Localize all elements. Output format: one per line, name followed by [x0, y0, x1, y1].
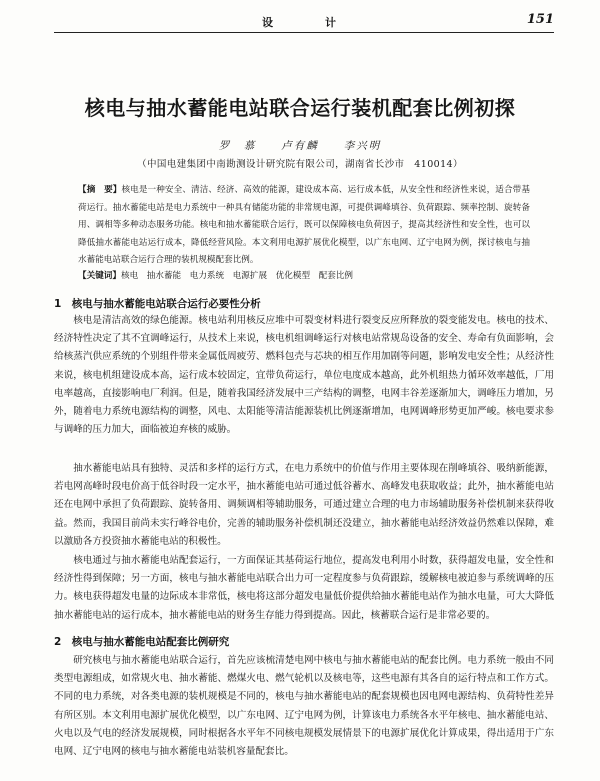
header-page-number: 151 [526, 12, 554, 27]
section-1-heading: 1 核电与抽水蓄能电站联合运行必要性分析 [54, 298, 261, 310]
author-affiliation: （中国电建集团中南勘测设计研究院有限公司，湖南省长沙市 410014） [137, 159, 463, 170]
keywords-block [78, 268, 530, 286]
running-header [54, 10, 554, 33]
section-1-paragraph: 核电是清洁高效的绿色能源。核电站利用核反应堆中可裂变材料进行裂变反应所释放的裂变能发电。核电的技术、经济特性决定了其不宜调峰运行，从技术上来说，核电机组调峰运行对核电站常规岛设备的安全、寿命有负面影响，会给核蒸汽供应系统的个别组件带来金属低周疲劳、燃料包壳与芯块的相互作用加剧等问题，影响发电安全性；从经济性来说，核电机组建设成本高，运行成本较固定，宜带负荷运行，单位电度成本越高，此外机组热力循环效率越低，厂用电率越高，直接影响电厂利润。但是，随着我国经济发展中三产结构的调整，电网丰谷差逐渐加大，调峰压力增加，另外，随着电力系统电源结构的调整，风电、太阳能等清洁能源装机比例逐渐增加，电网调峰形势更加严峻。核电要求参与调峰的压力加大，面临被迫弃核的威胁。 [54, 315, 554, 436]
abstract-label: 【摘 要】 [78, 185, 122, 195]
abstract-block [78, 182, 530, 270]
section-2-heading: 2 核电与抽水蓄能电站配套比例研究 [54, 636, 230, 648]
section-1-paragraph: 核电通过与抽水蓄能电站配套运行，一方面保证其基荷运行地位，提高发电利用小时数，获得超发电量，安全性和经济性得到保障；另一方面，核电与抽水蓄能电站联合出力可一定程度参与负荷跟踪，缓解核电被迫参与系统调峰的压力。核电获得超发电量的边际成本非常低，核电将这部分超发电量低价提供给抽水蓄能电站作为抽水电量，可大大降低抽水蓄能电站的运行成本，抽水蓄能电站的财务生存能力得到提高。因此，核蓄联合运行是非常必要的。 [54, 555, 554, 621]
section-2-paragraph: 研究核电与抽水蓄能电站联合运行，首先应该梳清楚电网中核电与抽水蓄能电站的配套比例。电力系统一般由不同类型电源组成，如常规火电、抽水蓄能、燃煤火电、燃气轮机以及核电等，这些电源有其各自的运行特点和工作方式。不同的电力系统，对各类电源的装机规模是不同的，核电与抽水蓄能电站的配套规模也因电网电源结构、负荷特性差异有所区别。本文利用电源扩展优化模型，以广东电网、辽宁电网为例，计算该电力系统各水平年核电、抽水蓄能电站、火电以及气电的经济发展规模，同时根据各水平年不同核电规模发展情景下的电源扩展优化计算成果，得出适用于广东电网、辽宁电网的核电与抽水蓄能电站装机容量配套比。 [54, 655, 554, 758]
author-list: 罗 慕 卢有麟 李兴明 [218, 140, 382, 152]
header-section-name: 设 计 [262, 16, 346, 29]
keywords-text: 核电 抽水蓄能 电力系统 电源扩展 优化模型 配套比例 [120, 271, 354, 281]
keywords-label: 【关键词】 [78, 271, 121, 281]
section-1-paragraph: 抽水蓄能电站具有独特、灵活和多样的运行方式，在电力系统中的价值与作用主要体现在削峰填谷、吸纳新能源，若电网高峰时段电价高于低谷时段一定水平，抽水蓄能电站可通过低谷蓄水、高峰发电获取收益；此外，抽水蓄能电站还在电网中承担了负荷跟踪、旋转备用、调频调相等辅助服务，可通过建立合理的电力市场辅助服务补偿机制来获得收益。然而，我国目前尚未实行峰谷电价，完善的辅助服务补偿机制还没建立，抽水蓄能电站经济效益仍然难以保障，难以激励各方投资抽水蓄能电站的积极性。 [54, 463, 554, 547]
paper-title: 核电与抽水蓄能电站联合运行装机配套比例初探 [84, 96, 516, 120]
abstract-text: 核电是一种安全、清洁、经济、高效的能源，建设成本高、运行成本低，从安全性和经济性来说，适合带基荷运行。抽水蓄能电站是电力系统中一种具有储能功能的非常规电源，可提供调峰填谷、负荷跟踪、频率控制、旋转备用、调相等多种动态服务功能。核电和抽水蓄能联合运行，既可以保障核电负荷因子，提高其经济性和安全性，也可以降低抽水蓄能电站运行成本，降低经营风险。本文利用电源扩展优化模型，以广东电网、辽宁电网为例，探讨核电与抽水蓄能电站联合运行合理的装机规模配套比例。 [78, 185, 530, 266]
